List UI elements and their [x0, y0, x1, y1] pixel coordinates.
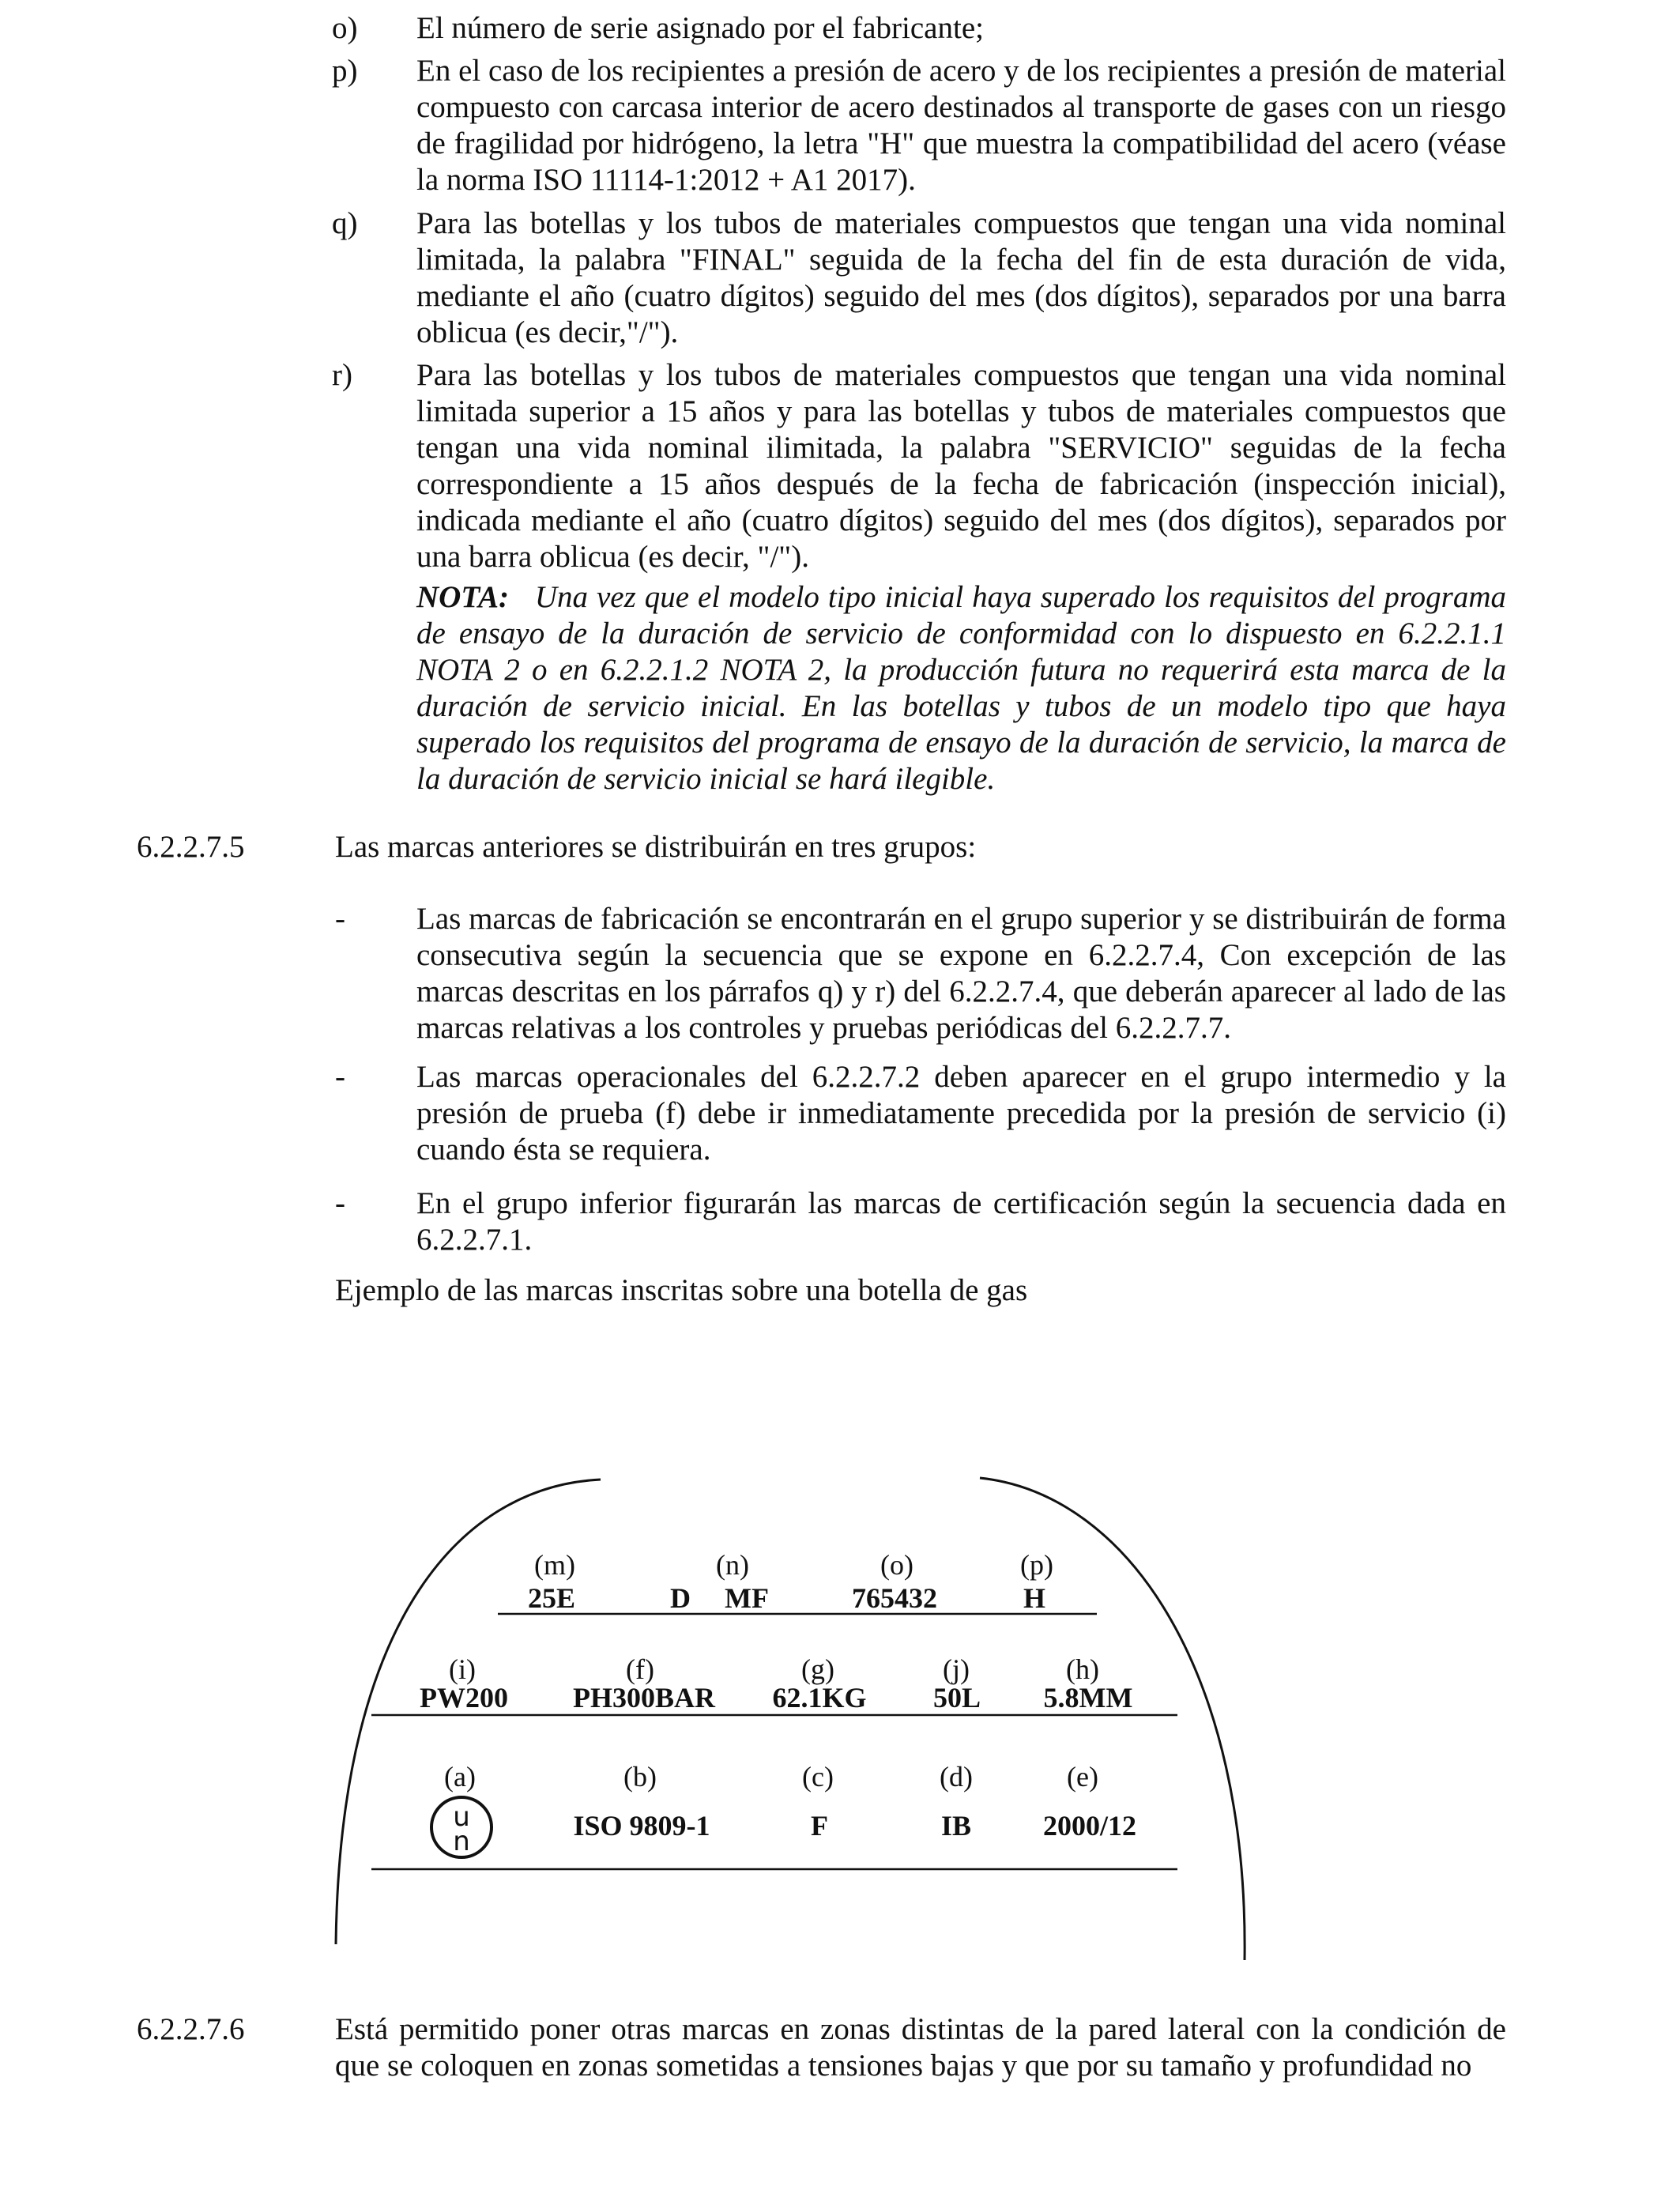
- figure-label-n: (n): [716, 1549, 749, 1581]
- figure-value-25E: 25E: [527, 1582, 576, 1614]
- figure-value-PW200: PW200: [420, 1682, 508, 1713]
- list-text: En el caso de los recipientes a presión de acero y de los recipientes a presión de material compuesto con carcasa interior de acero destinados al transporte de gases con un riesgo de fragilidad por hidrógeno, la letra "H" que muestra la compatibilidad del acero (véase la norma ISO 11114-1:2012 + A1 2017).: [416, 54, 1506, 197]
- list-text: El número de serie asignado por el fabricante;: [416, 11, 984, 45]
- figure-label-p: (p): [1020, 1549, 1053, 1581]
- note-block: [416, 579, 1506, 797]
- section-intro: Las marcas anteriores se distribuirán en tres grupos:: [335, 830, 977, 864]
- figure-label-d: (d): [940, 1761, 973, 1793]
- list-letter: r): [332, 358, 352, 392]
- figure-label-g: (g): [801, 1653, 834, 1685]
- figure-value-IB: IB: [940, 1810, 972, 1842]
- cylinder-outline: [324, 1470, 1272, 1976]
- section-number: 6.2.2.7.6: [137, 2012, 245, 2046]
- figure-value-5-8MM: 5.8MM: [1043, 1682, 1133, 1713]
- figure-value-MF: MF: [725, 1582, 769, 1614]
- bullet-text: En el grupo inferior figurarán las marcas de certificación según la secuencia dada en 6.2.2.7.1.: [416, 1186, 1506, 1257]
- un-logo-bottom-letter: n: [453, 1826, 470, 1857]
- figure-value-765432: 765432: [852, 1582, 937, 1614]
- cylinder-marking-figure: [324, 1470, 1272, 1976]
- figure-value-PH300BAR: PH300BAR: [573, 1682, 715, 1713]
- figure-label-f: (f): [626, 1653, 654, 1685]
- figure-label-i: (i): [449, 1653, 476, 1685]
- figure-label-j: (j): [943, 1653, 970, 1685]
- figure-label-b: (b): [623, 1761, 657, 1793]
- note-label: NOTA:: [416, 580, 509, 614]
- bullet-dash: -: [335, 902, 345, 936]
- un-logo-top-letter: u: [453, 1801, 470, 1833]
- note-text: Una vez que el modelo tipo inicial haya superado los requisitos del programa de ensayo de la duración de servicio de conformidad con lo dispuesto en 6.2.2.1.1 NOTA 2 o en 6.2.2.1.2 NOTA 2, la producción futura no requerirá esta marca de la duración de servicio inicial. En las botellas y tubos de un modelo tipo que haya superado los requisitos del programa de ensayo de la duración de servicio, la marca de la duración de servicio inicial se hará ilegible.: [416, 580, 1507, 796]
- figure-value-62-1KG: 62.1KG: [772, 1682, 867, 1713]
- figure-value-iso-9809-1: ISO 9809-1: [573, 1810, 710, 1842]
- bullet-dash: -: [335, 1186, 345, 1220]
- list-letter: p): [332, 54, 358, 88]
- figure-label-a: (a): [444, 1761, 476, 1793]
- figure-value-F: F: [811, 1810, 828, 1842]
- list-text: Para las botellas y los tubos de materiales compuestos que tengan una vida nominal limitada, la palabra "FINAL" seguida de la fecha del fin de esta duración de vida, mediante el año (cuatro dígitos) seguido del mes (dos dígitos), separados por una barra oblicua (es decir,"/").: [416, 206, 1506, 349]
- list-letter: q): [332, 206, 358, 240]
- section-number: 6.2.2.7.5: [137, 830, 245, 864]
- section-text: Está permitido poner otras marcas en zonas distintas de la pared lateral con la condición de que se coloquen en zonas sometidas a tensiones bajas y que por su tamaño y profundidad no: [335, 2012, 1506, 2083]
- bullet-text: Las marcas de fabricación se encontrarán en el grupo superior y se distribuirán de forma consecutiva según la secuencia que se expone en 6.2.2.7.4, Con excepción de las marcas descritas en los párrafos q) y r) del 6.2.2.7.4, que deberán aparecer al lado de las marcas relativas a los controles y pruebas periódicas del 6.2.2.7.7.: [416, 902, 1506, 1045]
- bullet-text: Las marcas operacionales del 6.2.2.7.2 deben aparecer en el grupo intermedio y la presión de prueba (f) debe ir inmediatamente precedida por la presión de servicio (i) cuando ésta se requiera.: [416, 1060, 1506, 1167]
- figure-value-H: H: [1023, 1582, 1046, 1614]
- figure-value-50L: 50L: [932, 1682, 981, 1713]
- figure-value-D: D: [670, 1582, 691, 1614]
- figure-value-2000-12: 2000/12: [1042, 1810, 1137, 1842]
- figure-label-c: (c): [802, 1761, 834, 1793]
- list-letter: o): [332, 11, 358, 45]
- figure-label-m: (m): [534, 1549, 575, 1581]
- un-packaging-symbol-icon: [428, 1794, 495, 1860]
- figure-label-o: (o): [880, 1549, 913, 1581]
- bullet-dash: -: [335, 1060, 345, 1094]
- figure-label-h: (h): [1066, 1653, 1099, 1685]
- figure-label-e: (e): [1067, 1761, 1098, 1793]
- list-text: Para las botellas y los tubos de materiales compuestos que tengan una vida nominal limitada superior a 15 años y para las botellas y tubos de materiales compuestos que tengan una vida nominal ilimitada, la palabra "SERVICIO" seguidas de la fecha correspondiente a 15 años después de la fecha de fabricación (inspección inicial), indicada mediante el año (cuatro dígitos) seguido del mes (dos dígitos), separados por una barra oblicua (es decir, "/").: [416, 358, 1506, 574]
- example-caption: Ejemplo de las marcas inscritas sobre una botella de gas: [335, 1273, 1028, 1307]
